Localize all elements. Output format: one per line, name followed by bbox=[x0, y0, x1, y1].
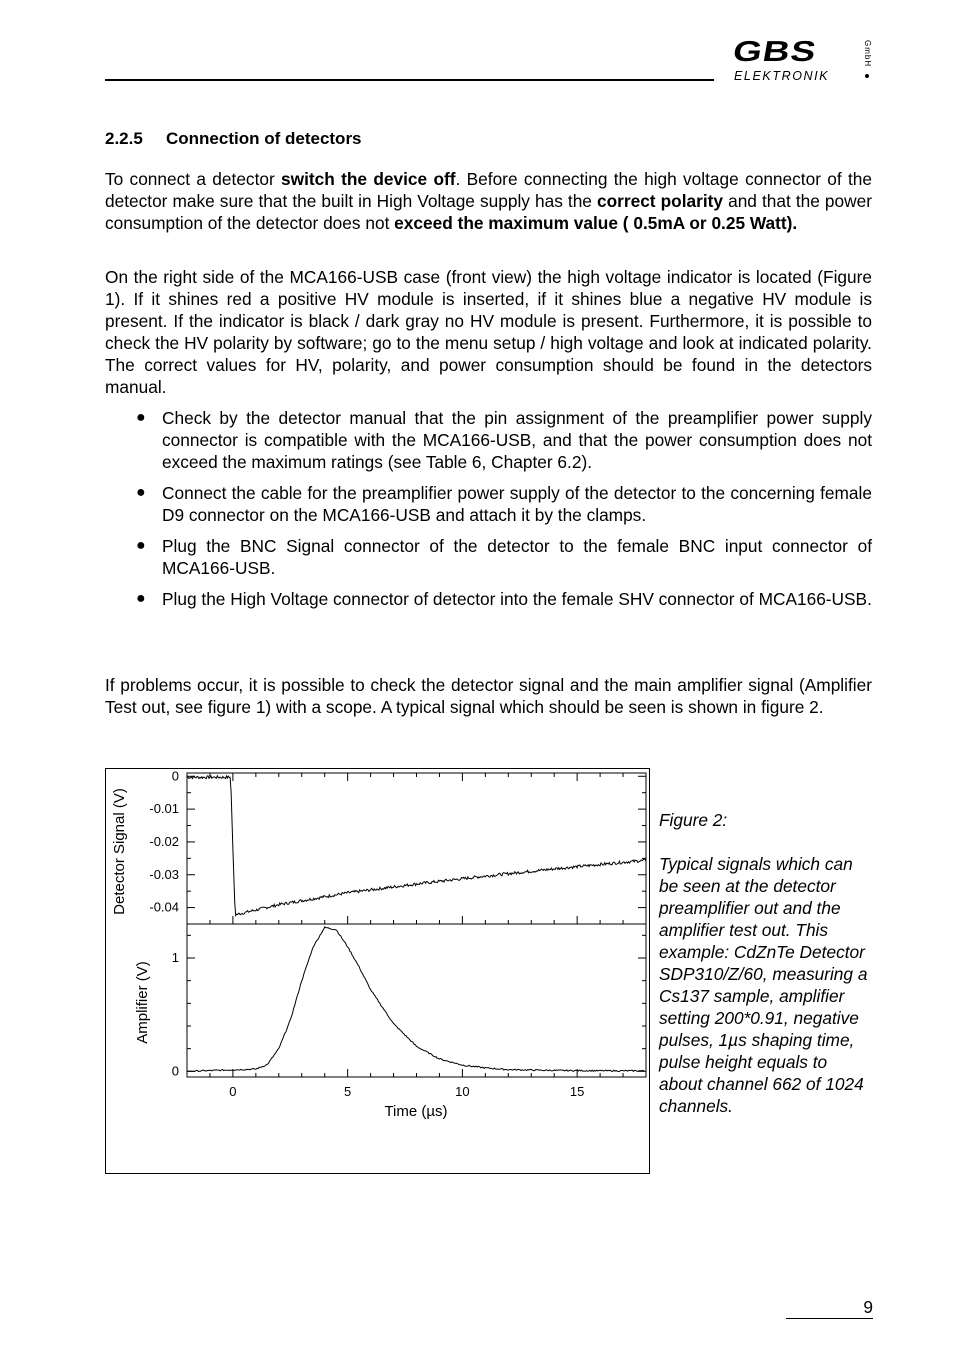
header-rule bbox=[105, 79, 714, 81]
section-title: Connection of detectors bbox=[166, 129, 362, 148]
paragraph-connect bbox=[105, 168, 872, 234]
list-item bbox=[105, 535, 872, 579]
x-tick-label: 5 bbox=[344, 1084, 352, 1099]
list-item-text: Plug the BNC Signal connector of the detector to the female BNC input connector of MCA166-USB. bbox=[162, 536, 872, 578]
emphasis-switch-off: switch the device off bbox=[281, 169, 456, 189]
y-tick-label: 0 bbox=[171, 769, 179, 784]
paragraph-text: . Before connecting the high voltage connector of the detector make sure that the built in High Voltage supply has the bbox=[105, 169, 872, 211]
x-tick-label: 10 bbox=[455, 1084, 470, 1099]
bullet-icon: ● bbox=[136, 537, 146, 554]
paragraph-text: and that the power consumption of the detector does not bbox=[105, 191, 872, 233]
x-tick-label: 0 bbox=[229, 1084, 237, 1099]
section-heading bbox=[105, 128, 362, 150]
amplifier-y-axis-label: Amplifier (V) bbox=[134, 961, 151, 1044]
section-number: 2.2.5 bbox=[105, 129, 143, 148]
y-tick-label: -0.03 bbox=[149, 866, 179, 882]
logo-dot bbox=[865, 74, 869, 78]
paragraph-text: To connect a detector bbox=[105, 169, 282, 189]
bullet-list bbox=[105, 407, 872, 619]
page-number: 9 bbox=[863, 1297, 873, 1317]
logo-main: GBS bbox=[730, 35, 820, 68]
bullet-icon: ● bbox=[136, 590, 146, 607]
emphasis-polarity: correct polarity bbox=[596, 191, 724, 211]
amplifier-panel-frame bbox=[187, 924, 646, 1077]
figure-caption bbox=[659, 809, 874, 1117]
list-item-text: Plug the High Voltage connector of detector into the female SHV connector of MCA166-USB. bbox=[162, 589, 872, 609]
bullet-icon: ● bbox=[136, 409, 146, 426]
list-item-text: Check by the detector manual that the pin assignment of the preamplifier power supply connector is compatible with the MCA166-USB, and that the power consumption does not exceed the maximum ratings (see Table 6, Chapter 6.2). bbox=[162, 408, 872, 472]
list-item-text: Connect the cable for the preamplifier power supply of the detector to the concerning female D9 connector on the MCA166-USB and attach it by the clamps. bbox=[162, 483, 872, 525]
amplifier-signal-line bbox=[187, 927, 645, 1072]
detector-y-axis-label: Detector Signal (V) bbox=[111, 788, 128, 915]
signal-chart bbox=[106, 769, 649, 1173]
detector-signal-line bbox=[187, 776, 646, 916]
footer-rule bbox=[786, 1318, 873, 1319]
list-item bbox=[105, 588, 872, 610]
x-axis-label: Time (µs) bbox=[384, 1103, 448, 1120]
caption-text: Typical signals which can be seen at the detector preamplifier out and the amplifier test out. This example: CdZnTe Detector SDP310/Z/60, measuring a Cs137 sample, amplifier setting 200*0.91, negative pulses, 1µs shaping time, pulse height equals to about channel 662 of 1024 channels. bbox=[659, 854, 868, 1116]
y-tick-label: -0.02 bbox=[149, 833, 179, 849]
detector-panel-frame bbox=[187, 773, 646, 924]
y-tick-label: -0.01 bbox=[149, 801, 179, 817]
company-logo bbox=[728, 36, 878, 88]
list-item bbox=[105, 482, 872, 526]
logo-sub: ELEKTRONIK bbox=[734, 69, 830, 83]
caption-title: Figure 2: bbox=[659, 810, 728, 830]
x-tick-label: 15 bbox=[569, 1084, 585, 1099]
y-tick-label: -0.04 bbox=[149, 899, 179, 915]
list-item bbox=[105, 407, 872, 473]
bullet-icon: ● bbox=[136, 484, 146, 501]
y-tick-label: 1 bbox=[171, 950, 179, 965]
figure-2 bbox=[105, 768, 650, 1174]
logo-suffix: GmbH bbox=[863, 40, 872, 68]
paragraph-problems: If problems occur, it is possible to check the detector signal and the main amplifier signal (Amplifier Test out, see figure 1) with a scope. A typical signal which should be seen is shown in figure 2. bbox=[105, 675, 872, 717]
paragraph-hv-indicator: On the right side of the MCA166-USB case (front view) the high voltage indicator is located (Figure 1). If it shines red a positive HV module is inserted, if it shines blue a negative HV module is present. If the indicator is black / dark gray no HV module is present. Furthermore, it is possible to check the HV polarity by software; go to the menu setup / high voltage and look at indicated polarity. The correct values for HV, polarity, and power consumption should be found in the detectors manual. bbox=[105, 267, 872, 397]
y-tick-label: 0 bbox=[171, 1063, 179, 1079]
emphasis-max-value: exceed the maximum value ( 0.5mA or 0.25 Watt). bbox=[394, 213, 798, 233]
